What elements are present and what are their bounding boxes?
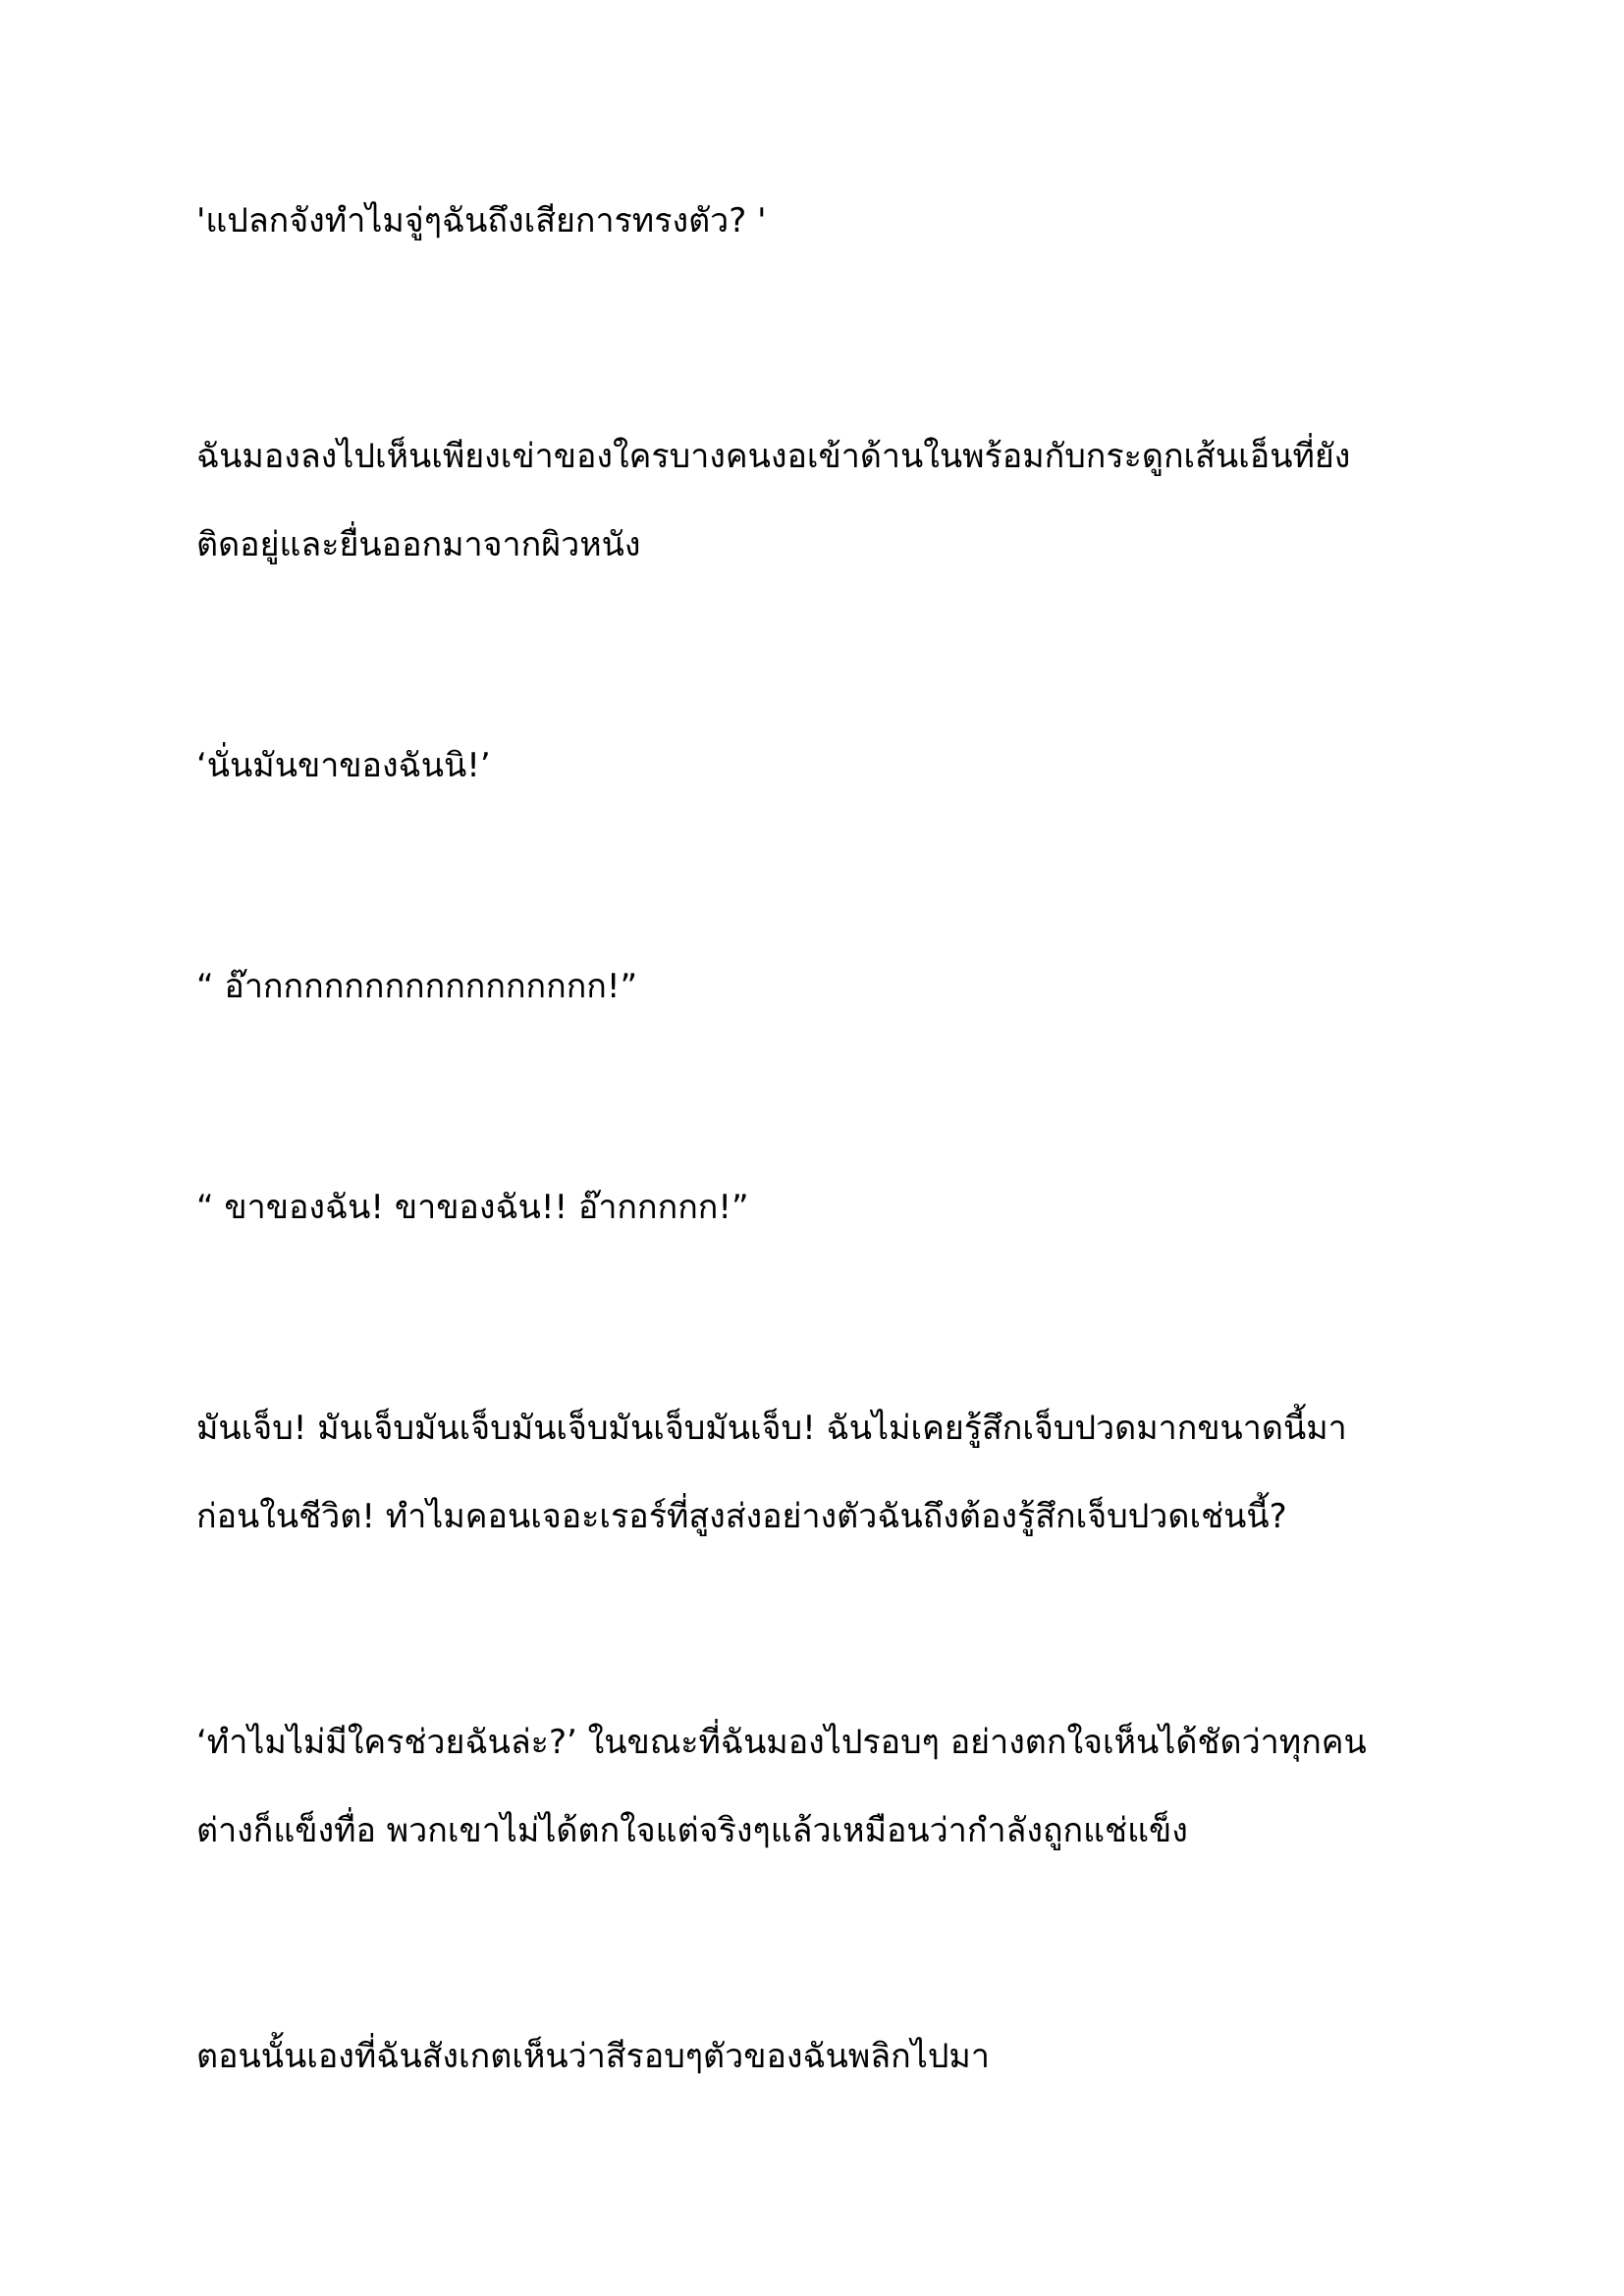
- paragraph-colors-flip: [196, 2012, 1463, 2101]
- paragraph-frozen-people: [196, 1698, 1463, 1875]
- text-line: “ ขาของฉัน! ขาของฉัน!! อ๊ากกกกก!”: [196, 1188, 749, 1227]
- text-line: ตอนนั้นเองที่ฉันสังเกตเห็นว่าสีรอบๆตัวของฉันพลิกไปมา: [196, 2037, 990, 2076]
- paragraph-thought-balance: [196, 177, 1463, 265]
- text-line: “ อ๊ากกกกกกกกกกกกกกกกก!”: [196, 967, 638, 1006]
- text-line: ก่อนในชีวิต! ทำไมคอนเจอะเรอร์ที่สูงส่งอย่างตัวฉันถึงต้องรู้สึกเจ็บปวดเช่นนี้?: [196, 1497, 1287, 1536]
- paragraph-pain: [196, 1384, 1463, 1561]
- text-line: 'แปลกจังทำไมจู่ๆฉันถึงเสียการทรงตัว? ': [196, 201, 767, 240]
- text-line: มันเจ็บ! มันเจ็บมันเจ็บมันเจ็บมันเจ็บมันเจ็บ! ฉันไม่เคยรู้สึกเจ็บปวดมากขนาดนี้มา: [196, 1409, 1347, 1448]
- text-line: ติดอยู่และยื่นออกมาจากผิวหนัง: [196, 525, 641, 564]
- paragraph-thought-leg: [196, 721, 1463, 810]
- paragraph-scream-leg: [196, 1163, 1463, 1252]
- text-line: ‘นั่นมันขาของฉันนิ!’: [196, 746, 491, 785]
- text-line: ฉันมองลงไปเห็นเพียงเข่าของใครบางคนงอเข้าด้านในพร้อมกับกระดูกเส้นเอ็นที่ยัง: [196, 437, 1351, 476]
- paragraph-scream: [196, 942, 1463, 1031]
- text-line: ‘ทำไมไม่มีใครช่วยฉันล่ะ?’ ในขณะที่ฉันมองไปรอบๆ อย่างตกใจเห็นได้ชัดว่าทุกคน: [196, 1723, 1367, 1762]
- paragraph-knee-description: [196, 412, 1463, 589]
- text-line: ต่างก็แข็งทื่อ พวกเขาไม่ได้ตกใจแต่จริงๆแล้วเหมือนว่ากำลังถูกแช่แข็ง: [196, 1811, 1188, 1850]
